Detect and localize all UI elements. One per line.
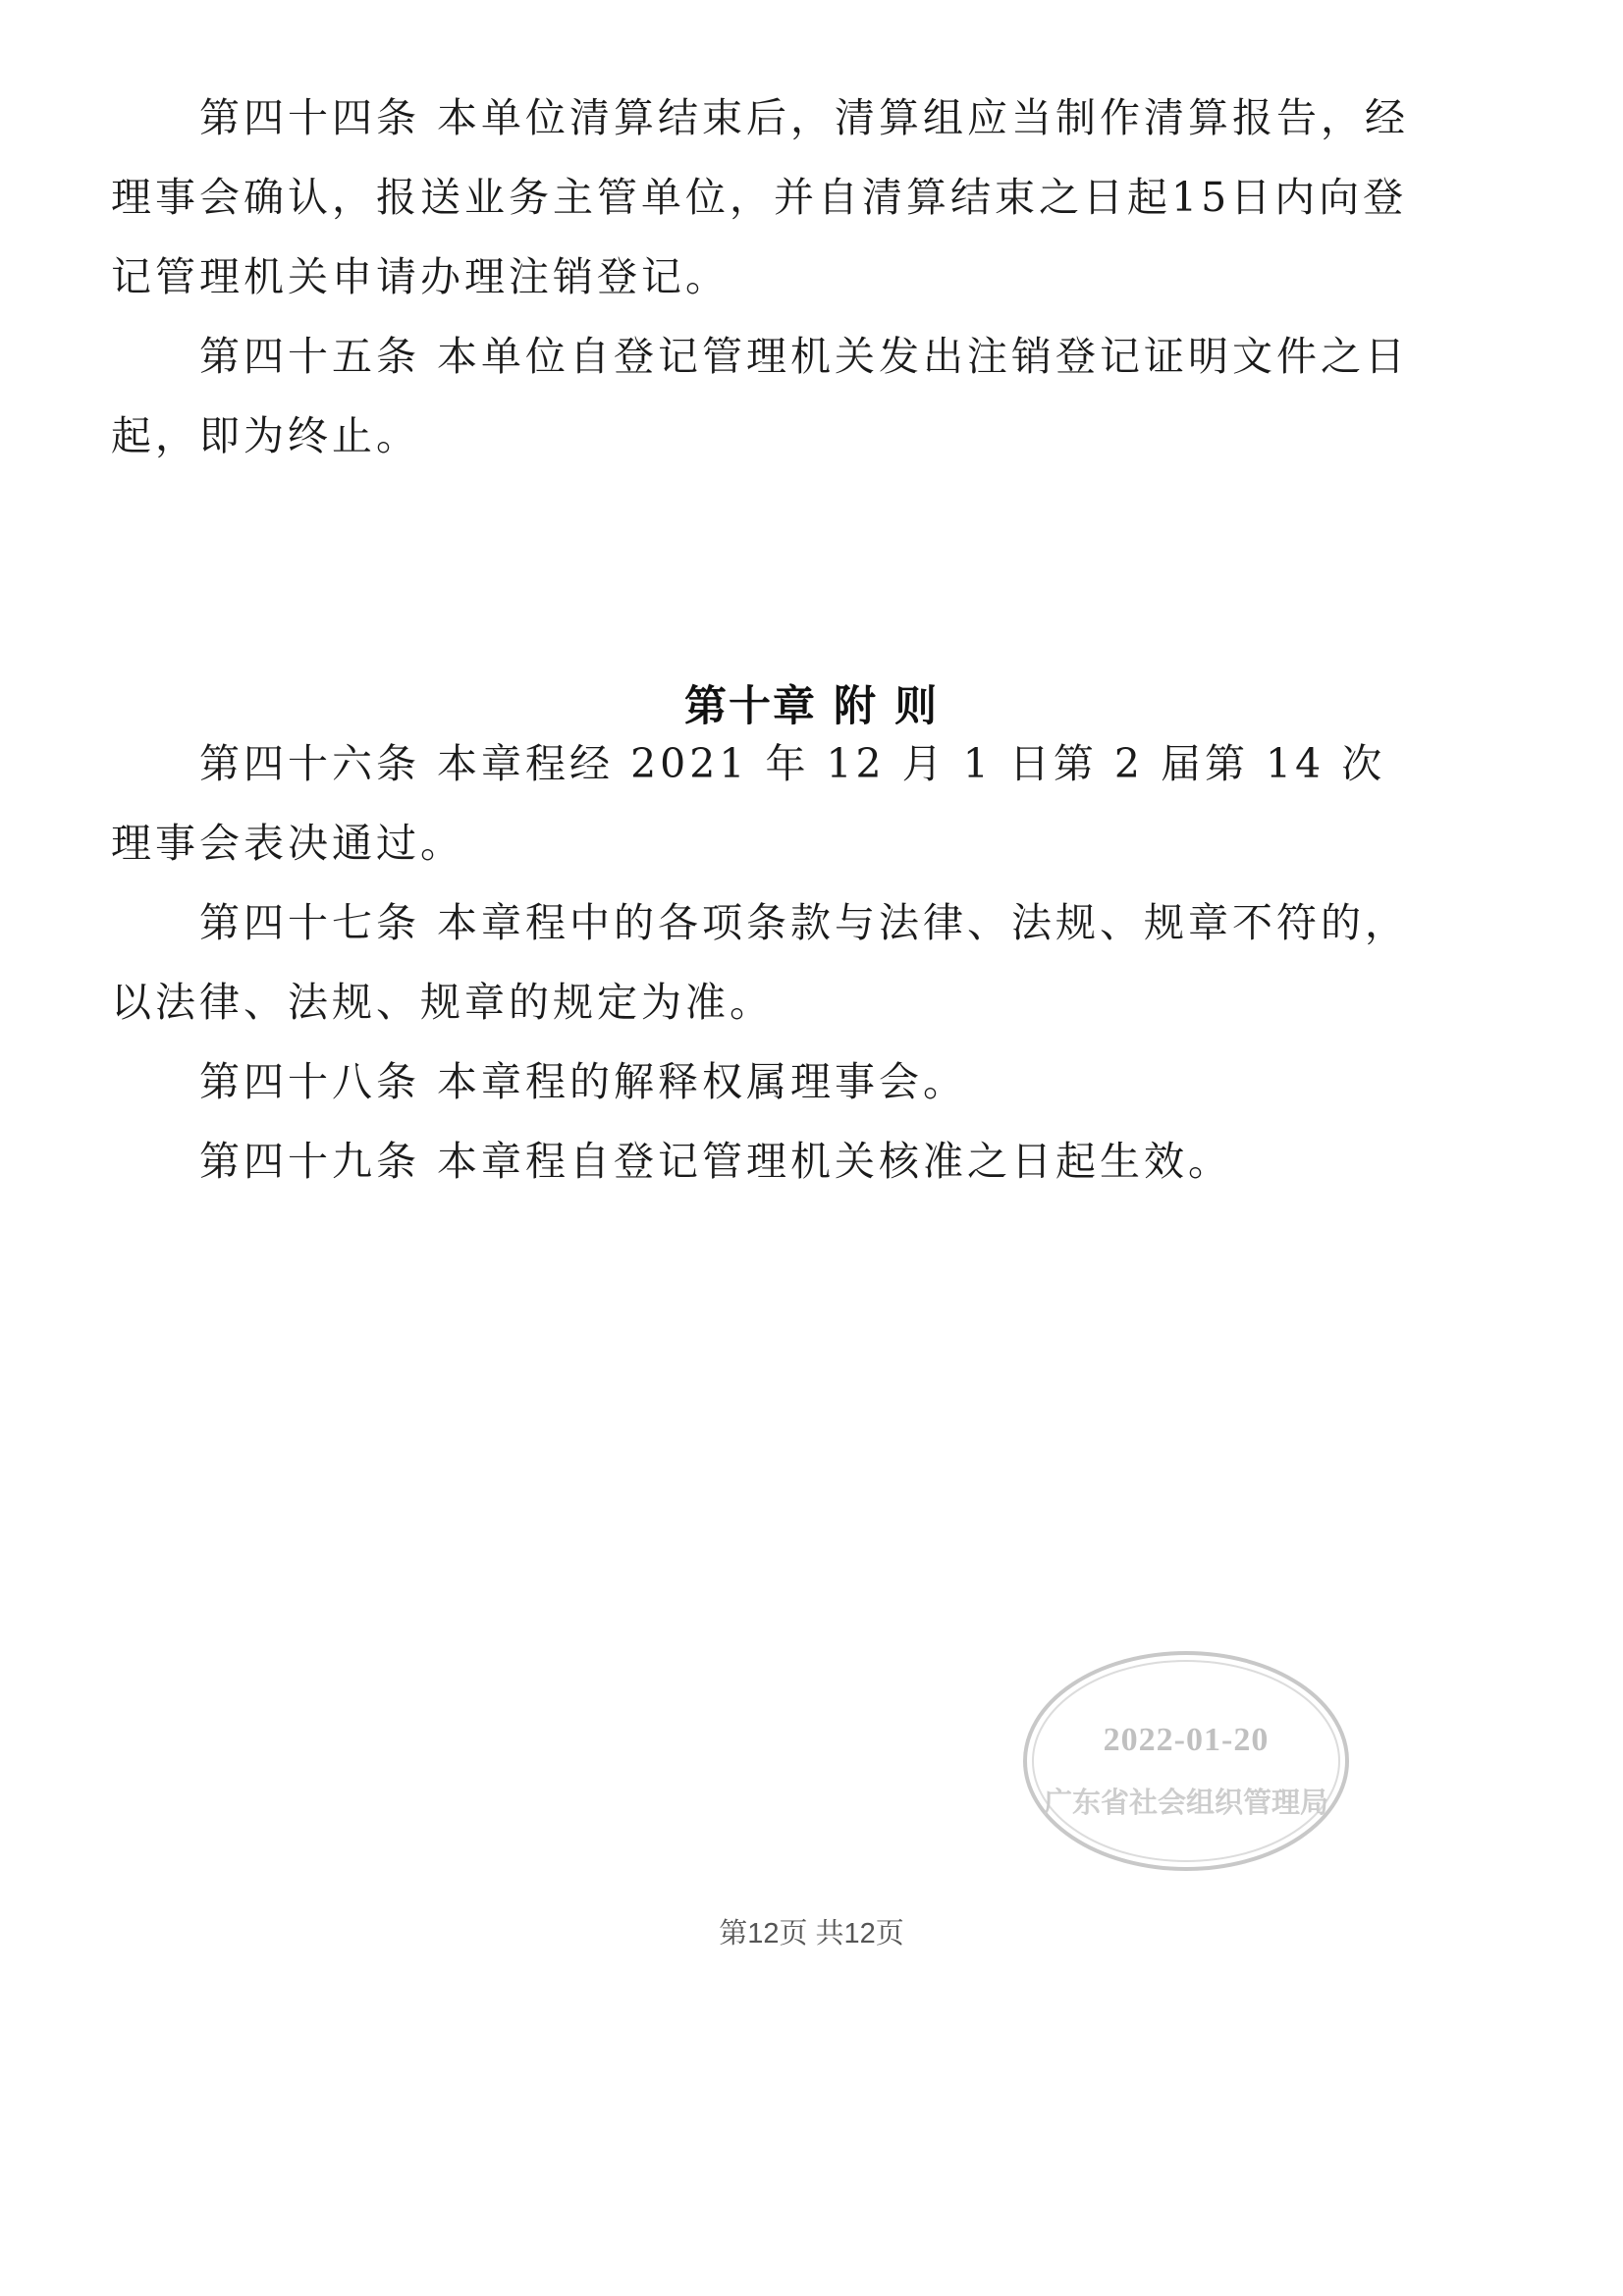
article-48: 第四十八条 本章程的解释权属理事会。	[199, 1058, 968, 1105]
seal-inner-ring	[1033, 1661, 1339, 1861]
article-46: 第四十六条 本章程经 2021 年 12 月 1 日第 2 届第 14 次理事会表决通过。	[111, 740, 1386, 867]
article-49: 第四十九条 本章程自登记管理机关核准之日起生效。	[199, 1138, 1233, 1185]
article-47: 第四十七条 本章程中的各项条款与法律、法规、规章不符的，以法律、法规、规章的规定为准。	[111, 899, 1410, 1026]
seal-organization: 广东省社会组织管理局	[1043, 1786, 1329, 1819]
seal-outer-ring	[1025, 1653, 1347, 1869]
seal-graphic	[1021, 1649, 1351, 1873]
articles-section-before-chapter	[111, 79, 1427, 476]
articles-section-after-chapter	[111, 724, 1427, 1201]
official-seal	[1021, 1649, 1351, 1873]
seal-date: 2022-01-20	[1103, 1722, 1270, 1758]
page-number-footer: 第12页 共12页	[719, 1918, 904, 1949]
article-44: 第四十四条 本单位清算结束后，清算组应当制作清算报告，经理事会确认，报送业务主管单位，并自清算结束之日起15日内向登记管理机关申请办理注销登记。	[111, 94, 1410, 300]
article-45: 第四十五条 本单位自登记管理机关发出注销登记证明文件之日起，即为终止。	[111, 333, 1410, 459]
chapter-title: 第十章 附 则	[684, 682, 939, 731]
